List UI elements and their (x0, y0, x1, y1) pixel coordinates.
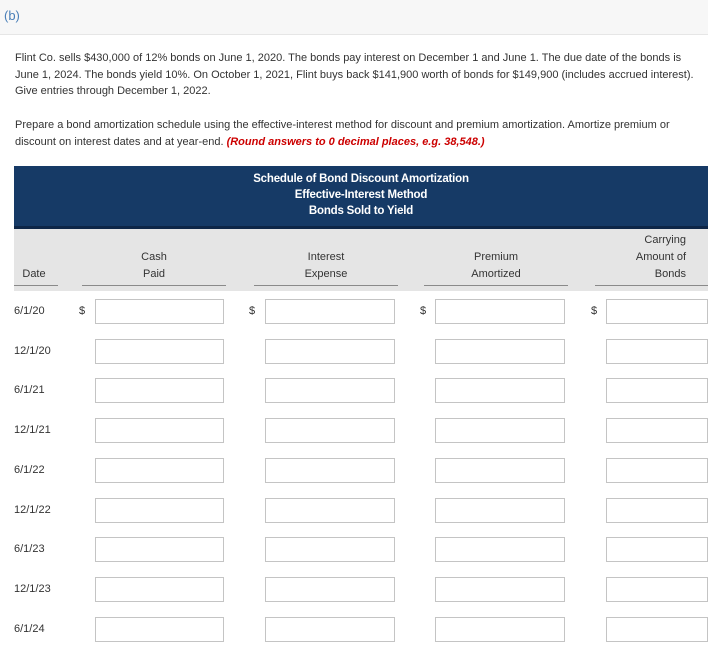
cash-paid-column-underline (82, 285, 226, 286)
interest-expense-input[interactable] (265, 418, 395, 443)
problem-statement: Flint Co. sells $430,000 of 12% bonds on June 1, 2020. The bonds pay interest on December 1 and June 1. The due date of the bonds is June 1, 2024. The bonds yield 10%. On October 1, 2021, Flint buys back $141,900 worth of bonds for $149,900 (includes accrued interest). Give entries through December 1, 2022. (15, 52, 694, 97)
interest-expense-input[interactable] (265, 537, 395, 562)
rounding-note: (Round answers to 0 decimal places, e.g. 38,548.) (226, 135, 485, 148)
carrying-amount-input[interactable] (606, 498, 708, 523)
row-date-label: 12/1/21 (14, 424, 51, 436)
column-header-cash-paid-line1: Cash (141, 251, 167, 263)
column-header-interest-expense-line2: Expense (304, 268, 348, 280)
interest-expense-input[interactable] (265, 577, 395, 602)
row-date-label: 6/1/23 (14, 543, 45, 555)
carrying-amount-input[interactable] (606, 617, 708, 642)
column-header-cash-paid-line2: Paid (142, 268, 166, 280)
carrying-amount-input[interactable] (606, 418, 708, 443)
part-label: (b) (4, 8, 20, 23)
column-header-premium-amortized-line2: Amortized (471, 268, 521, 280)
cash-paid-input[interactable] (95, 617, 224, 642)
column-header-carrying-line2: Amount of (635, 251, 686, 263)
carrying-amount-input[interactable] (606, 577, 708, 602)
interest-expense-input[interactable] (265, 378, 395, 403)
carrying-amount-input[interactable] (606, 378, 708, 403)
row-date-label: 12/1/23 (14, 583, 51, 595)
premium-amortized-column-underline (424, 285, 568, 286)
carrying-amount-input[interactable] (606, 339, 708, 364)
cash-paid-input[interactable] (95, 498, 224, 523)
dollar-sign: $ (591, 305, 598, 317)
instructions-text: Prepare a bond amortization schedule using the effective-interest method for discount and premium amortization. Amortize premium or discount on interest dates and at year-end. (15, 119, 670, 148)
part-header (0, 0, 708, 35)
schedule-method: Effective-Interest Method (294, 189, 428, 201)
cash-paid-input[interactable] (95, 339, 224, 364)
interest-expense-column-underline (254, 285, 398, 286)
premium-amortized-input[interactable] (435, 617, 565, 642)
premium-amortized-input[interactable] (435, 378, 565, 403)
row-date-label: 12/1/22 (14, 504, 51, 516)
interest-expense-input[interactable] (265, 339, 395, 364)
column-header-premium-amortized-line1: Premium (473, 251, 518, 263)
carrying-amount-input[interactable] (606, 458, 708, 483)
premium-amortized-input[interactable] (435, 577, 565, 602)
row-date-label: 6/1/24 (14, 623, 45, 635)
carrying-amount-input[interactable] (606, 299, 708, 324)
date-column-underline (14, 285, 58, 286)
interest-expense-input[interactable] (265, 458, 395, 483)
cash-paid-input[interactable] (95, 537, 224, 562)
cash-paid-input[interactable] (95, 458, 224, 483)
premium-amortized-input[interactable] (435, 418, 565, 443)
row-date-label: 6/1/21 (14, 384, 45, 396)
schedule-subtitle: Bonds Sold to Yield (308, 205, 414, 217)
schedule-header (14, 166, 708, 229)
cash-paid-input[interactable] (95, 418, 224, 443)
interest-expense-input[interactable] (265, 617, 395, 642)
carrying-amount-input[interactable] (606, 537, 708, 562)
dollar-sign: $ (79, 305, 86, 317)
premium-amortized-input[interactable] (435, 537, 565, 562)
premium-amortized-input[interactable] (435, 339, 565, 364)
row-date-label: 6/1/20 (14, 305, 45, 317)
instructions (15, 117, 695, 150)
interest-expense-input[interactable] (265, 299, 395, 324)
cash-paid-input[interactable] (95, 299, 224, 324)
carrying-amount-column-underline (595, 285, 708, 286)
row-date-label: 6/1/22 (14, 464, 45, 476)
interest-expense-input[interactable] (265, 498, 395, 523)
column-header-interest-expense-line1: Interest (307, 251, 345, 263)
cash-paid-input[interactable] (95, 577, 224, 602)
premium-amortized-input[interactable] (435, 498, 565, 523)
cash-paid-input[interactable] (95, 378, 224, 403)
schedule-title: Schedule of Bond Discount Amortization (253, 173, 469, 185)
dollar-sign: $ (420, 305, 427, 317)
premium-amortized-input[interactable] (435, 458, 565, 483)
dollar-sign: $ (249, 305, 256, 317)
premium-amortized-input[interactable] (435, 299, 565, 324)
row-date-label: 12/1/20 (14, 345, 51, 357)
column-header-carrying-line3: Bonds (654, 268, 686, 280)
column-header-carrying-line1: Carrying (644, 234, 686, 246)
column-header-date: Date (22, 268, 46, 280)
